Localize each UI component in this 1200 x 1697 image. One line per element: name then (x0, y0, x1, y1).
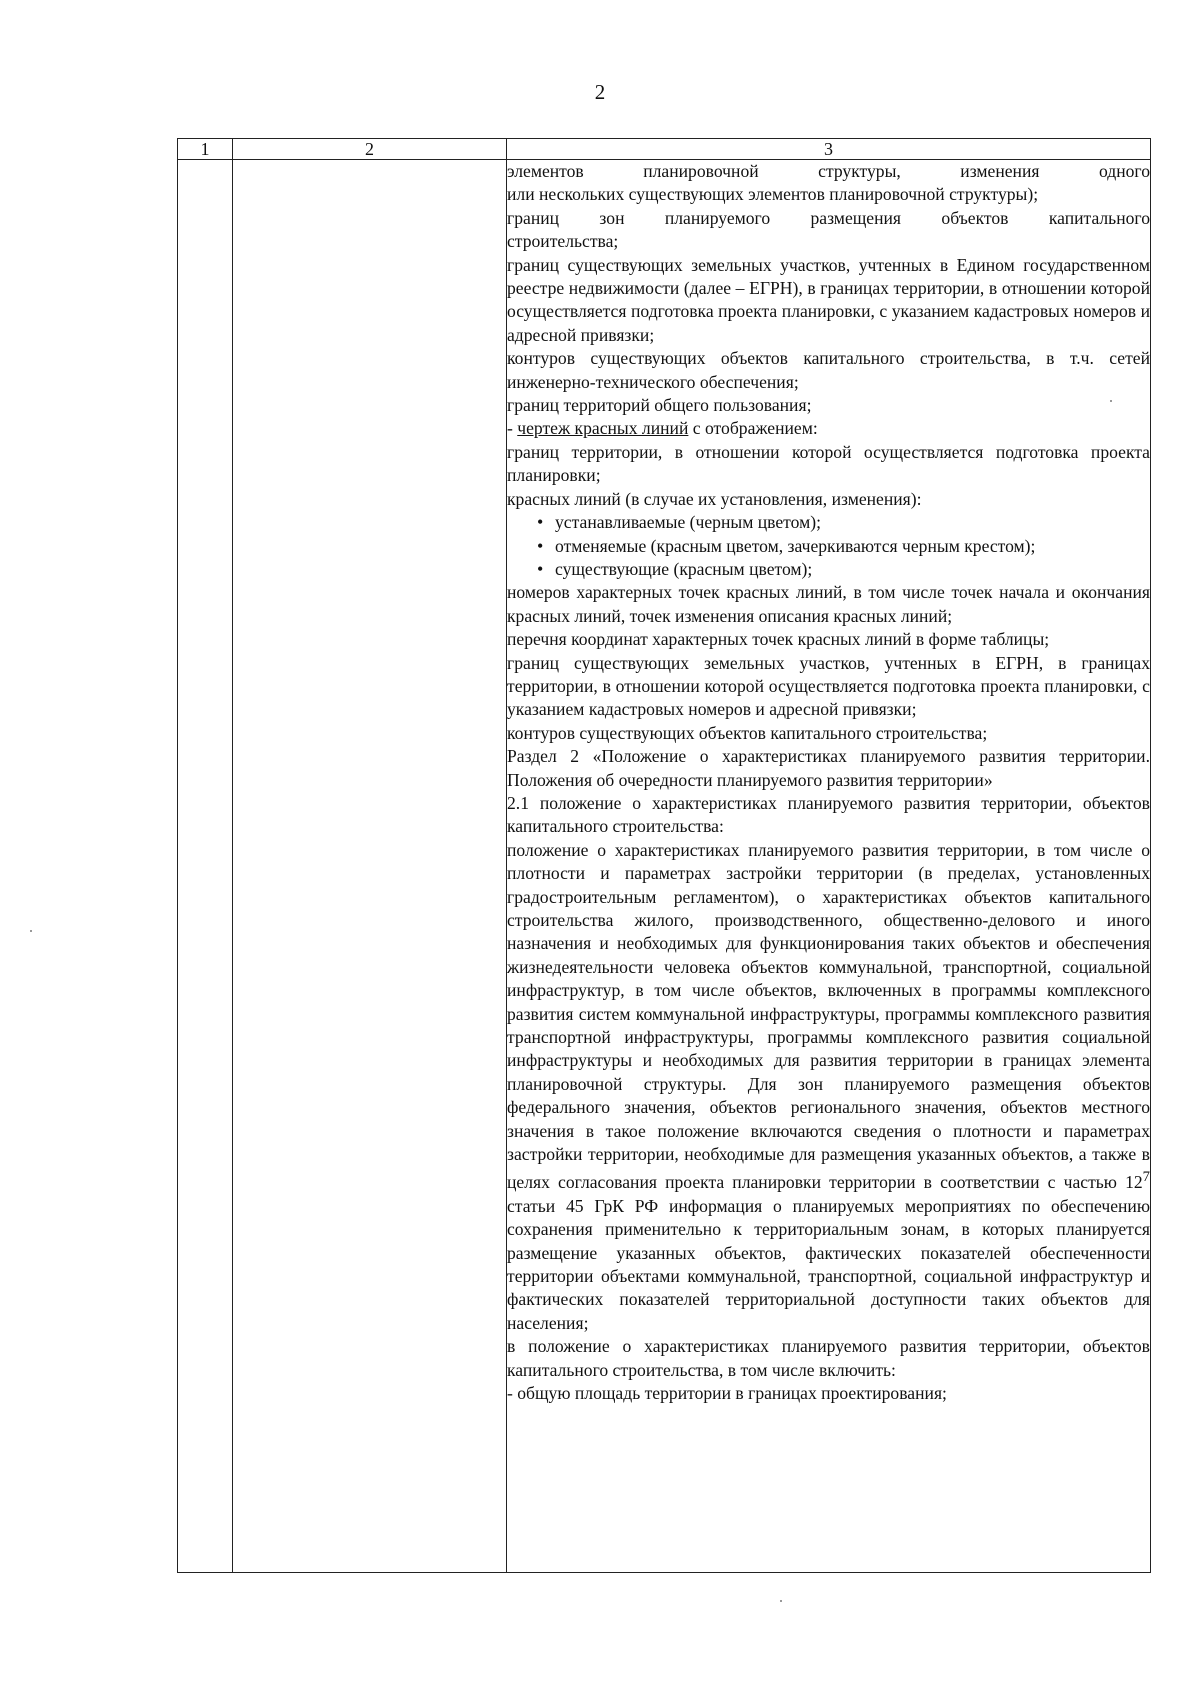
paragraph: красных линий (в случае их установления, изменения): (507, 488, 922, 509)
paragraph: границ существующих земельных участков, учтенных в ЕГРН, в границах территории, в отношении которой осуществляется подготовка проекта планировки, с указанием кадастровых номеров и адресной привязки; (507, 652, 1150, 720)
paragraph (507, 839, 1150, 1335)
list-item: • устанавливаемые (черным цветом); (537, 511, 1150, 534)
page-number: 2 (594, 80, 606, 104)
paragraph-part: положение о характеристиках планируемого развития территории, в том числе о плотности и параметрах застройки территории (в пределах, установленных градостроительным регламентом), о характеристиках объектов капитального строительства жилого, производственного, общественно-делового и иного назначения и необходимых для функционирования таких объектов и обеспечения жизнедеятельности человека объектов коммунальной, транспортной, социальной инфраструктур, в том числе объектов, включенных в программы комплексного развития систем коммунальной инфраструктуры, программы комплексного развития транспортной инфраструктуры, программы комплексного развития социальной инфраструктуры и необходимых для развития территории в границах элемента планировочной структуры. Для зон планируемого размещения объектов федерального значения, объектов регионального значения, объектов местного значения в такое положение включаются сведения о плотности и параметрах застройки территории, необходимые для размещения указанных объектов, а также в целях согласования проекта планировки территории в соответствии с частью 12 (507, 839, 1150, 1193)
paragraph: границ зон планируемого размещения объектов капитального (507, 207, 1150, 228)
red-lines-drawing-heading (507, 417, 1150, 440)
list-item: • отменяемые (красным цветом, зачеркиваются черным крестом); (537, 535, 1150, 558)
table-row (178, 160, 1151, 1573)
paragraph-part: статьи 45 ГрК РФ информация о планируемых мероприятиях по обеспечению сохранения применительно к территориальным зонам, в которых планируется размещение указанных объектов, фактических показателей обеспеченности территории объектами коммунальной, транспортной, социальной инфраструктур и фактических показателей территориальной доступности таких объектов для населения; (507, 1195, 1150, 1333)
list-item: • существующие (красным цветом); (537, 558, 1150, 581)
underlined-term: чертеж красных линий (517, 418, 689, 439)
paragraph: контуров существующих объектов капитального строительства, в т.ч. сетей инженерно-технического обеспечения; (507, 348, 1150, 392)
cell-col2 (233, 160, 507, 1573)
paragraph: перечня координат характерных точек красных линий в форме таблицы; (507, 629, 1050, 650)
paragraph: элементов планировочной структуры, изменения одного (507, 161, 1150, 181)
paragraph: строительства; (507, 231, 619, 252)
paragraph: в положение о характеристиках планируемого развития территории, объектов капитального строительства, в том числе включить: (507, 1336, 1150, 1380)
section-2-title: Раздел 2 «Положение о характеристиках планируемого развития территории. Положения об очередности планируемого развития территории» (507, 746, 1150, 790)
scan-speck (30, 930, 32, 932)
paragraph: границ территорий общего пользования; (507, 395, 812, 416)
paragraph: 2.1 положение о характеристиках планируемого развития территории, объектов капитального строительства: (507, 792, 1150, 837)
paragraph: или нескольких существующих элементов планировочной структуры); (507, 184, 1039, 205)
paragraph: границ существующих земельных участков, учтенных в Едином государственном реестре недвижимости (далее – ЕГРН), в границах территории, в отношении которой осуществляется подготовка проекта планировки, с указанием кадастровых номеров и адресной привязки; (507, 254, 1150, 345)
requirements-table (177, 138, 1151, 1573)
column-header-1: 1 (178, 139, 233, 160)
heading-suffix: с отображением: (688, 418, 818, 439)
paragraph: границ территории, в отношении которой осуществляется подготовка проекта планировки; (507, 441, 1150, 486)
scan-speck (780, 1600, 782, 1602)
scan-speck (1110, 400, 1112, 402)
paragraph: контуров существующих объектов капитального строительства; (507, 722, 988, 743)
paragraph: номеров характерных точек красных линий, в том числе точек начала и окончания красных линий, точек изменения описания красных линий; (507, 582, 1150, 626)
dash-prefix: - (507, 418, 518, 439)
table-header-row (178, 139, 1151, 160)
column-header-2: 2 (233, 139, 507, 160)
cell-col3-content (507, 160, 1151, 1573)
column-header-3: 3 (507, 139, 1151, 160)
paragraph: - общую площадь территории в границах проектирования; (507, 1382, 947, 1403)
cell-col1 (178, 160, 233, 1573)
superscript: 7 (1142, 1169, 1150, 1186)
red-lines-bullet-list (507, 511, 1150, 581)
